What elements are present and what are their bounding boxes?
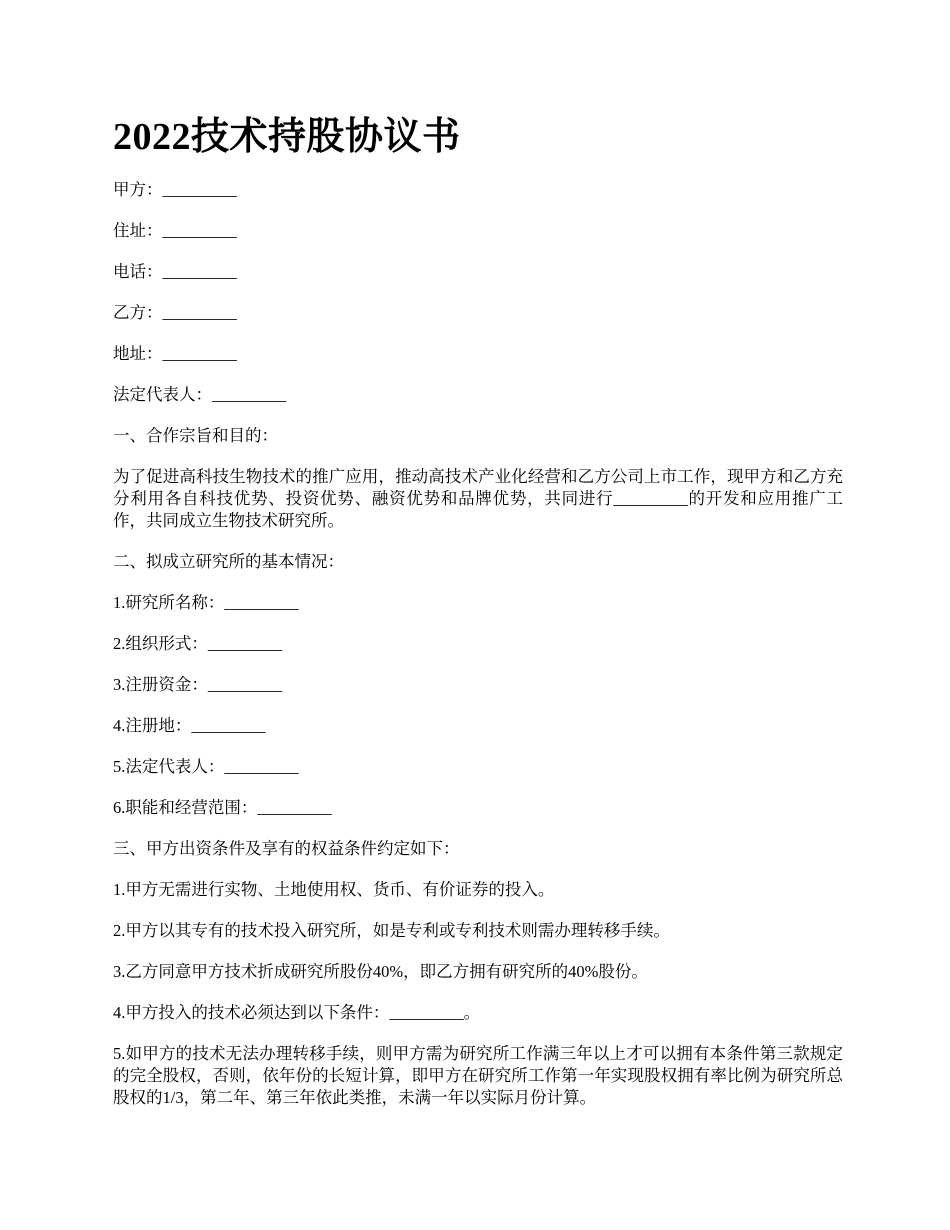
section1-heading: 一、合作宗旨和目的：: [113, 426, 278, 445]
section2-item-label: 4.注册地：: [113, 716, 192, 735]
party-b-address-line: [113, 343, 843, 365]
section2-item-blank: _________: [191, 716, 266, 735]
section2-item-label: 1.研究所名称：: [113, 593, 225, 612]
section3-item5: 5.如甲方的技术无法办理转移手续，则甲方需为研究所工作满三年以上才可以拥有本条件第三款规定的完全股权，否则，依年份的长短计算，即甲方在研究所工作第一年实现股权拥有率比例为研究所总股权的1/3，第二年、第三年依此类推，未满一年以实际月份计算。: [113, 1044, 843, 1107]
legal-rep-label: 法定代表人：: [113, 385, 212, 404]
section2-item: [113, 715, 843, 737]
section3-item4-label: 4.甲方投入的技术必须达到以下条件：: [113, 1003, 390, 1022]
section3-item4-end: 。: [463, 1003, 481, 1022]
party-a-address-blank: _________: [162, 221, 237, 240]
section2-item-blank: _________: [224, 757, 299, 776]
party-a-blank: _________: [162, 180, 237, 199]
section3-item3: 3.乙方同意甲方技术折成研究所股份40%，即乙方拥有研究所的40%股份。: [113, 962, 648, 981]
section2-item-label: 2.组织形式：: [113, 634, 208, 653]
section2-item-blank: _________: [207, 634, 283, 653]
section3-heading: 三、甲方出资条件及享有的权益条件约定如下：: [113, 839, 460, 858]
section2-item: [113, 756, 843, 778]
section2-item: [113, 797, 843, 819]
section2-item: [113, 633, 843, 655]
legal-rep-line: [113, 384, 843, 406]
document-body: [113, 179, 843, 1128]
section2-item-blank: _________: [257, 798, 332, 817]
legal-rep-blank: _________: [212, 385, 287, 404]
party-a-phone-label: 电话：: [113, 262, 163, 281]
party-b-address-blank: _________: [162, 344, 237, 363]
section2-item-label: 6.职能和经营范围：: [113, 798, 258, 817]
party-a-address-label: 住址：: [113, 221, 163, 240]
party-a-address-line: [113, 220, 843, 242]
section2-item-label: 5.法定代表人：: [113, 757, 225, 776]
section2-item: [113, 674, 843, 696]
party-b-label: 乙方：: [113, 303, 163, 322]
section1-paragraph: [113, 466, 843, 532]
section2-item-blank: _________: [224, 593, 299, 612]
section2-heading: 二、拟成立研究所的基本情况：: [113, 552, 344, 571]
section1-blank: _________: [613, 489, 688, 508]
section1-text-before: 为了促进高科技生物技术的推广应用，推动高技术产业化经营和乙方公司上市工作，现甲方和乙方充分利用各自科技优势、投资优势、融资优势和品牌优势，共同进行: [113, 467, 843, 508]
section2-item-blank: _________: [207, 675, 283, 694]
party-a-line: [113, 179, 843, 201]
party-a-phone-line: [113, 261, 843, 283]
party-a-phone-blank: _________: [162, 262, 237, 281]
section2-item: [113, 592, 843, 614]
section2-item-label: 3.注册资金：: [113, 675, 208, 694]
section1-text-after: 的开发和应用推广工作，共同成立生物技术研究所。: [113, 489, 844, 530]
section3-item2: 2.甲方以其专有的技术投入研究所，如是专利或专利技术则需办理转移手续。: [113, 921, 670, 940]
party-b-line: [113, 302, 843, 324]
section3-item4-blank: _________: [389, 1003, 464, 1022]
section3-item4: [113, 1002, 843, 1024]
party-b-blank: _________: [162, 303, 237, 322]
section3-item1: 1.甲方无需进行实物、土地使用权、货币、有价证券的投入。: [113, 880, 555, 899]
party-a-label: 甲方：: [113, 180, 163, 199]
document-title: 2022技术持股协议书: [113, 116, 461, 158]
party-b-address-label: 地址：: [113, 344, 163, 363]
